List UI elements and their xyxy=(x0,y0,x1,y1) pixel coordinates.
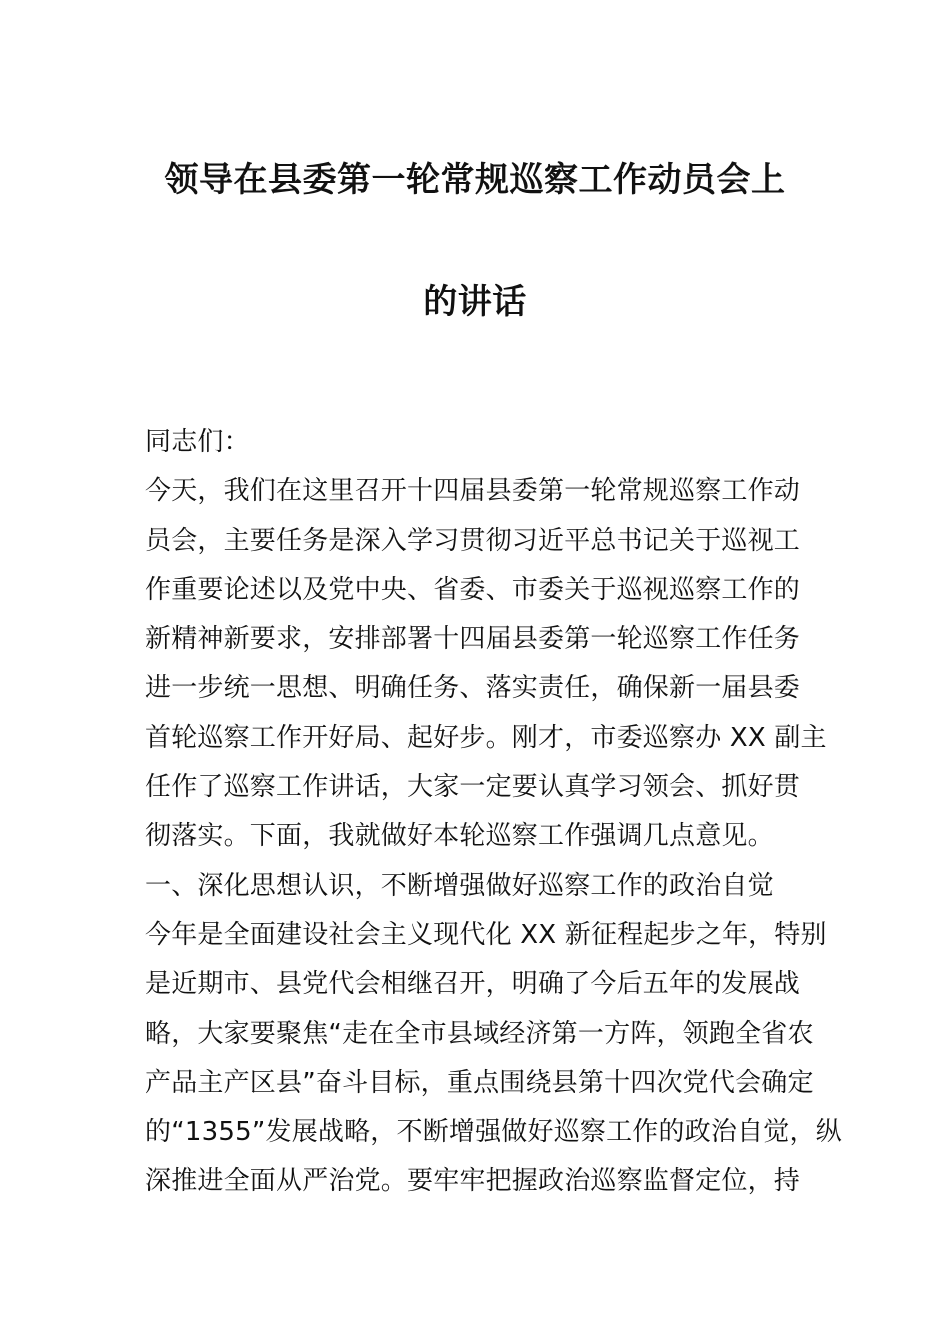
body-line: 新精神新要求，安排部署十四届县委第一轮巡察工作任务 xyxy=(145,624,801,655)
body-line: 首轮巡察工作开好局、起好步。刚才，市委巡察办 XX 副主 xyxy=(145,722,827,753)
body-line: 略，大家要聚焦“走在全市县域经济第一方阵，领跑全省农 xyxy=(145,1018,814,1049)
body-line: 作重要论述以及党中央、省委、市委关于巡视巡察工作的 xyxy=(145,574,801,605)
body-line: 是近期市、县党代会相继召开，明确了今后五年的发展战 xyxy=(145,969,801,1000)
body-line: 彻落实。下面，我就做好本轮巡察工作强调几点意见。 xyxy=(145,821,774,852)
document-body xyxy=(145,418,842,1207)
body-line: 员会，主要任务是深入学习贯彻习近平总书记关于巡视工 xyxy=(145,525,801,556)
body-line: 深推进全面从严治党。要牢牢把握政治巡察监督定位，持 xyxy=(145,1166,801,1197)
title-line-1: 领导在县委第一轮常规巡察工作动员会上 xyxy=(164,160,786,200)
document-title xyxy=(0,148,950,334)
body-line: 的“1355”发展战略，不断增强做好巡察工作的政治自觉，纵 xyxy=(145,1117,842,1148)
salutation: 同志们： xyxy=(145,427,250,457)
body-line: 今年是全面建设社会主义现代化 XX 新征程起步之年，特别 xyxy=(145,919,827,950)
body-line: 今天，我们在这里召开十四届县委第一轮常规巡察工作动 xyxy=(145,476,801,507)
body-line: 进一步统一思想、明确任务、落实责任，确保新一届县委 xyxy=(145,673,801,704)
body-line: 产品主产区县”奋斗目标，重点围绕县第十四次党代会确定 xyxy=(145,1067,814,1098)
title-line-2: 的讲话 xyxy=(423,282,527,322)
body-line: 任作了巡察工作讲话，大家一定要认真学习领会、抓好贯 xyxy=(145,772,801,803)
section-heading: 一、深化思想认识，不断增强做好巡察工作的政治自觉 xyxy=(145,870,774,901)
